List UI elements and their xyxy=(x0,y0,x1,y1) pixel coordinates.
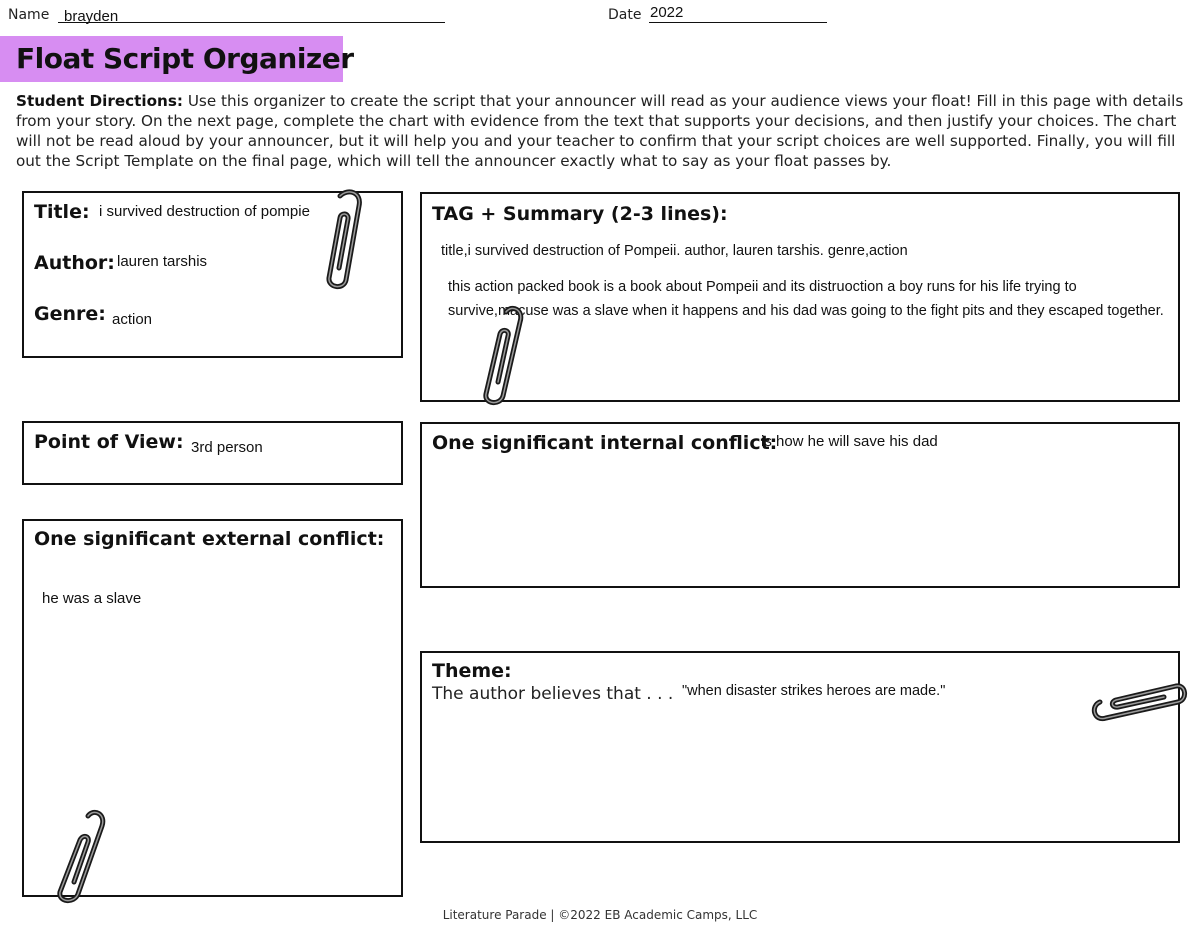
point-of-view-field[interactable]: 3rd person xyxy=(191,439,263,456)
tag-line-field[interactable]: title,i survived destruction of Pompeii. author, lauren tarshis. genre,action xyxy=(441,243,908,259)
internal-conflict-field[interactable]: is how he will save his dad xyxy=(761,433,938,450)
student-directions xyxy=(16,91,1186,171)
summary-field[interactable]: this action packed book is a book about Pompeii and its distruoction a boy runs for his life trying to survive,macuse was a slave when it happens and his dad was going to the fight pits and they escaped together. xyxy=(448,279,1164,319)
title-label: Title: xyxy=(34,201,90,223)
internal-conflict-heading: One significant internal conflict: xyxy=(432,432,778,454)
paper-clip-icon xyxy=(1086,680,1190,726)
paper-clip-icon xyxy=(48,808,110,906)
date-label: Date xyxy=(608,7,642,23)
theme-heading: Theme: xyxy=(432,660,512,682)
name-label: Name xyxy=(8,7,50,23)
footer: Literature Parade | ©2022 EB Academic Camps, LLC xyxy=(442,908,758,922)
paper-clip-icon xyxy=(476,304,526,408)
page-title: Float Script Organizer xyxy=(16,42,354,75)
theme-field[interactable]: "when disaster strikes heroes are made." xyxy=(682,683,946,699)
theme-prompt: The author believes that . . . xyxy=(432,684,674,704)
point-of-view-heading: Point of View: xyxy=(34,431,184,453)
tag-summary-heading: TAG + Summary (2-3 lines): xyxy=(432,203,728,225)
theme-box xyxy=(420,651,1180,843)
external-conflict-heading: One significant external conflict: xyxy=(34,528,385,550)
date-underline xyxy=(649,22,827,23)
genre-field[interactable]: action xyxy=(112,311,153,328)
title-field[interactable]: i survived destruction of pompie xyxy=(99,203,310,220)
author-label: Author: xyxy=(34,252,115,274)
directions-text: Use this organizer to create the script that your announcer will read as your audience views your float! Fill in this page with details from your story. On the next page, complete the chart with evidence from the text that supports your decisions, and then justify your choices. The chart will not be read aloud by your announcer, but it will help you and your teacher to confirm that your script choices are well supported. Finally, you will fill out the Script Template on the final page, which will tell the announcer exactly what to say as your float passes by. xyxy=(16,92,1184,170)
author-field[interactable]: lauren tarshis xyxy=(117,253,208,270)
external-conflict-field[interactable]: he was a slave xyxy=(42,590,142,607)
genre-label: Genre: xyxy=(34,303,106,325)
directions-label: Student Directions: xyxy=(16,92,183,110)
date-field[interactable]: 2022 xyxy=(650,4,684,21)
paper-clip-icon xyxy=(318,188,368,292)
name-field[interactable]: brayden xyxy=(64,8,119,25)
